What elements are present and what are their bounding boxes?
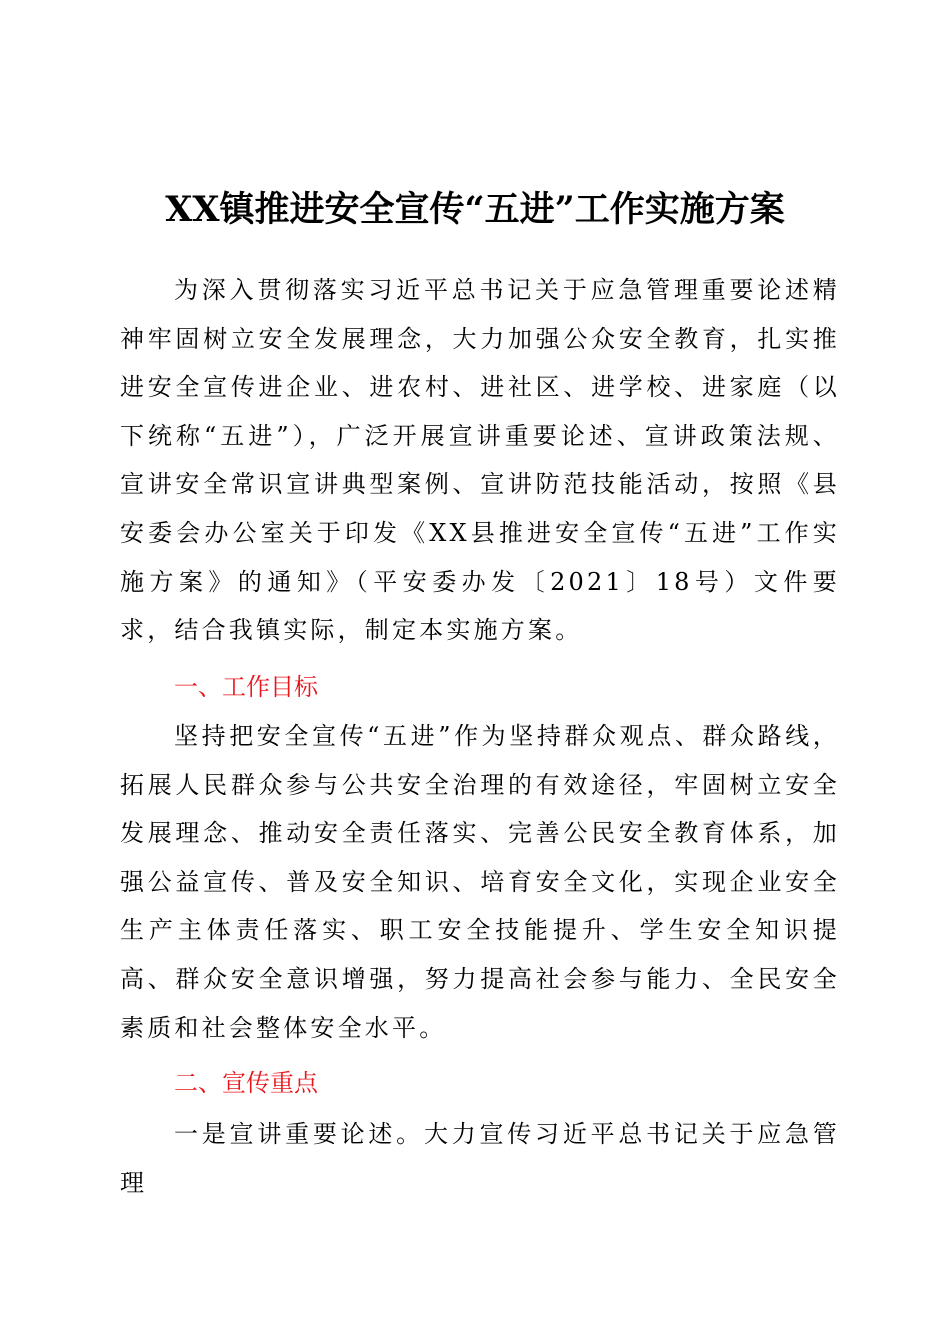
section-heading-goals: 一、工作目标 bbox=[174, 673, 318, 701]
section-heading-focus: 二、宣传重点 bbox=[174, 1069, 318, 1097]
document-title: XX镇推进安全宣传“五进”工作实施方案 bbox=[165, 189, 785, 230]
goals-paragraph: 坚持把安全宣传“五进”作为坚持群众观点、群众路线，拓展人民群众参与公共安全治理的有效途径，牢固树立安全发展理念、推动安全责任落实、完善公民安全教育体系，加强公益宣传、普及安全知识、培育安全文化，实现企业安全生产主体责任落实、职工安全技能提升、学生安全知识提高、群众安全意识增强，努力提高社会参与能力、全民安全素质和社会整体安全水平。 bbox=[120, 722, 840, 1042]
focus-paragraph: 一是宣讲重要论述。大力宣传习近平总书记关于应急管理 bbox=[120, 1120, 840, 1197]
intro-paragraph: 为深入贯彻落实习近平总书记关于应急管理重要论述精神牢固树立安全发展理念，大力加强公众安全教育，扎实推进安全宣传进企业、进农村、进社区、进学校、进家庭（以下统称“五进”），广泛开展宣讲重要论述、宣讲政策法规、宣讲安全常识宣讲典型案例、宣讲防范技能活动，按照《县安委会办公室关于印发《XX县推进安全宣传“五进”工作实施方案》的通知》（平安委办发〔2021〕18号）文件要求，结合我镇实际，制定本实施方案。 bbox=[120, 276, 840, 645]
